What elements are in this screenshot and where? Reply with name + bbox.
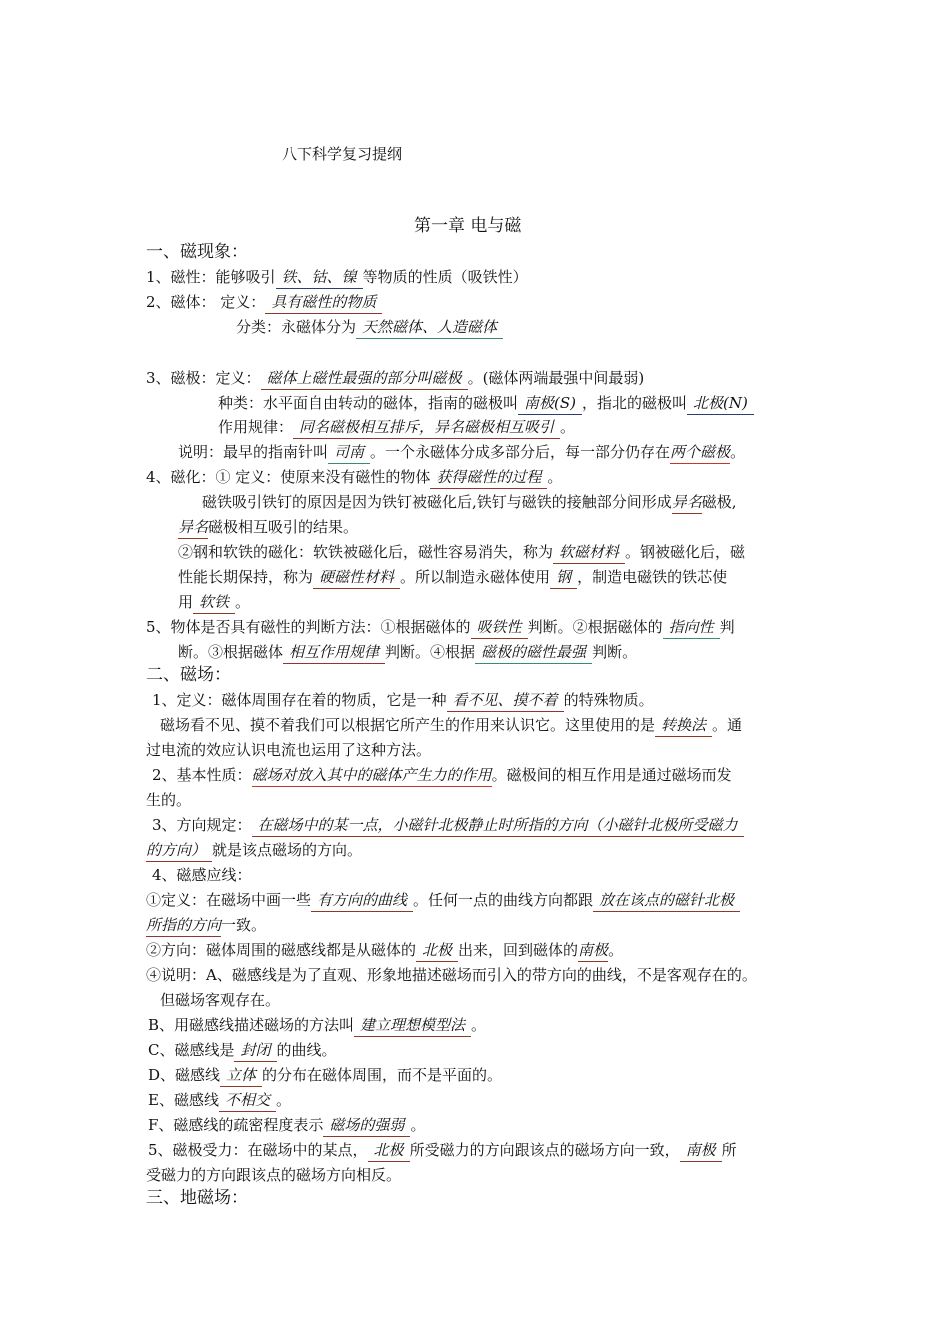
section-heading: 二、磁场：	[146, 665, 231, 685]
answer-blank: 转换法	[655, 714, 712, 737]
text-line: 1、定义：磁体周围存在着的物质，它是一种 看不见、摸不着 的特殊物质。	[152, 689, 654, 712]
answer-blank: 软铁	[193, 591, 235, 614]
answer-blank: 铁、钴、镍	[276, 266, 363, 289]
answer-blank: 所指的方向	[146, 914, 221, 937]
text-line: 断。③根据磁体 相互作用规律 判断。④根据 磁极的磁性最强 判断。	[178, 641, 637, 664]
text-line: ②方向：磁体周围的磁感线都是从磁体的 北极 出来，回到磁体的南极。	[146, 939, 623, 962]
text-line: E、磁感线 不相交 。	[148, 1089, 291, 1112]
answer-blank: 不相交	[219, 1089, 276, 1112]
text-line: 3、磁极：定义： 磁体上磁性最强的部分叫磁极 。(磁体两端最强中间最弱)	[146, 367, 644, 390]
document-title: 八下科学复习提纲	[282, 145, 403, 163]
answer-blank: 软磁材料	[553, 541, 625, 564]
answer-blank: 建立理想模型法	[354, 1014, 471, 1037]
answer-blank: 吸铁性	[471, 616, 528, 639]
text-line: 种类：水平面自由转动的磁体，指南的磁极叫 南极(S) ，指北的磁极叫 北极(N)	[218, 392, 754, 415]
chapter-title: 第一章 电与磁	[414, 216, 522, 236]
text-line: 4、磁化：① 定义：使原来没有磁性的物体 获得磁性的过程 。	[146, 466, 562, 489]
answer-blank: 在磁场中的某一点，小磁针北极静止时所指的方向（小磁针北极所受磁力	[252, 814, 744, 837]
text-line: ①定义：在磁场中画一些 有方向的曲线 。任何一点的曲线方向都跟 放在该点的磁针北极	[146, 889, 740, 912]
answer-blank: 司南	[328, 441, 370, 464]
text-line: 性能长期保持，称为 硬磁性材料 。所以制造永磁体使用 钢 ，制造电磁铁的铁芯使	[178, 566, 727, 589]
answer-blank: 钢	[550, 566, 577, 589]
text-line: 2、基本性质：磁场对放入其中的磁体产生力的作用。磁极间的相互作用是通过磁场而发	[152, 764, 732, 787]
text-line: 3、方向规定： 在磁场中的某一点，小磁针北极静止时所指的方向（小磁针北极所受磁力	[152, 814, 744, 837]
text-line: 受磁力的方向跟该点的磁场方向相反。	[146, 1166, 402, 1184]
text-line: 用 软铁 。	[178, 591, 250, 614]
answer-blank: 封闭	[234, 1039, 276, 1062]
text-line: 异名磁极相互吸引的结果。	[178, 516, 358, 539]
section-heading: 三、地磁场：	[146, 1188, 248, 1208]
text-line: 5、物体是否具有磁性的判断方法：①根据磁体的 吸铁性 判断。②根据磁体的 指向性 判	[146, 616, 735, 639]
answer-blank: 具有磁性的物质	[265, 291, 382, 314]
text-line: 但磁场客观存在。	[160, 991, 281, 1009]
answer-blank: 南极(S)	[518, 392, 582, 415]
text-line: 磁场看不见、摸不着我们可以根据它所产生的作用来认识它。这里使用的是 转换法 。通	[160, 714, 742, 737]
answer-blank: 南极	[680, 1139, 722, 1162]
answer-blank: 立体	[220, 1064, 262, 1087]
answer-blank: 获得磁性的过程	[430, 466, 547, 489]
answer-blank: 北极	[416, 939, 458, 962]
answer-blank: 的方向）	[146, 839, 212, 862]
answer-blank: 北极(N)	[687, 392, 754, 415]
text-line: C、磁感线是 封闭 的曲线。	[148, 1039, 337, 1062]
text-line: F、磁感线的疏密程度表示 磁场的强弱 。	[148, 1114, 425, 1137]
answer-blank: 北极	[368, 1139, 410, 1162]
text-line: 5、磁极受力：在磁场中的某点， 北极 所受磁力的方向跟该点的磁场方向一致， 南极 所	[148, 1139, 737, 1162]
text-line: B、用磁感线描述磁场的方法叫 建立理想模型法 。	[148, 1014, 486, 1037]
answer-blank: 指向性	[663, 616, 720, 639]
text-line: ④说明：A、磁感线是为了直观、形象地描述磁场而引入的带方向的曲线，不是客观存在的。	[146, 966, 757, 984]
answer-blank: 异名	[178, 516, 208, 539]
answer-blank: 放在该点的磁针北极	[593, 889, 740, 912]
answer-blank: 磁场的强弱	[323, 1114, 410, 1137]
answer-blank: 异名	[672, 491, 702, 514]
text-line: 的方向） 就是该点磁场的方向。	[146, 839, 362, 862]
text-line: 4、磁感应线：	[152, 866, 252, 884]
answer-blank: 天然磁体、人造磁体	[356, 316, 503, 339]
text-line: 磁铁吸引铁钉的原因是因为铁钉被磁化后,铁钉与磁铁的接触部分间形成异名磁极,	[202, 491, 737, 514]
answer-blank: 两个磁极	[670, 441, 730, 464]
answer-blank: 南极	[578, 939, 608, 962]
answer-blank: 相互作用规律	[283, 641, 385, 664]
answer-blank: 看不见、摸不着	[447, 689, 564, 712]
text-line: D、磁感线 立体 的分布在磁体周围，而不是平面的。	[148, 1064, 502, 1087]
text-line: 生的。	[146, 791, 192, 809]
section-heading: 一、磁现象：	[146, 242, 248, 262]
text-line: 2、磁体： 定义： 具有磁性的物质	[146, 291, 382, 314]
text-line: 说明：最早的指南针叫 司南 。一个永磁体分成多部分后，每一部分仍存在两个磁极。	[178, 441, 745, 464]
text-line: 作用规律： 同名磁极相互排斥，异名磁极相互吸引 。	[218, 416, 575, 439]
answer-blank: 同名磁极相互排斥，异名磁极相互吸引	[293, 416, 560, 439]
answer-blank: 有方向的曲线	[311, 889, 413, 912]
text-line: 分类：永磁体分为 天然磁体、人造磁体	[236, 316, 503, 339]
text-line: ②钢和软铁的磁化：软铁被磁化后，磁性容易消失，称为 软磁材料 。钢被磁化后，磁	[178, 541, 745, 564]
answer-blank: 磁场对放入其中的磁体产生力的作用	[252, 764, 492, 787]
text-line: 1、磁性：能够吸引 铁、钴、镍 等物质的性质（吸铁性）	[146, 266, 528, 289]
text-line: 过电流的效应认识电流也运用了这种方法。	[146, 741, 432, 759]
answer-blank: 磁极的磁性最强	[475, 641, 592, 664]
answer-blank: 磁体上磁性最强的部分叫磁极	[261, 367, 468, 390]
answer-blank: 硬磁性材料	[313, 566, 400, 589]
text-line: 所指的方向一致。	[146, 914, 266, 937]
